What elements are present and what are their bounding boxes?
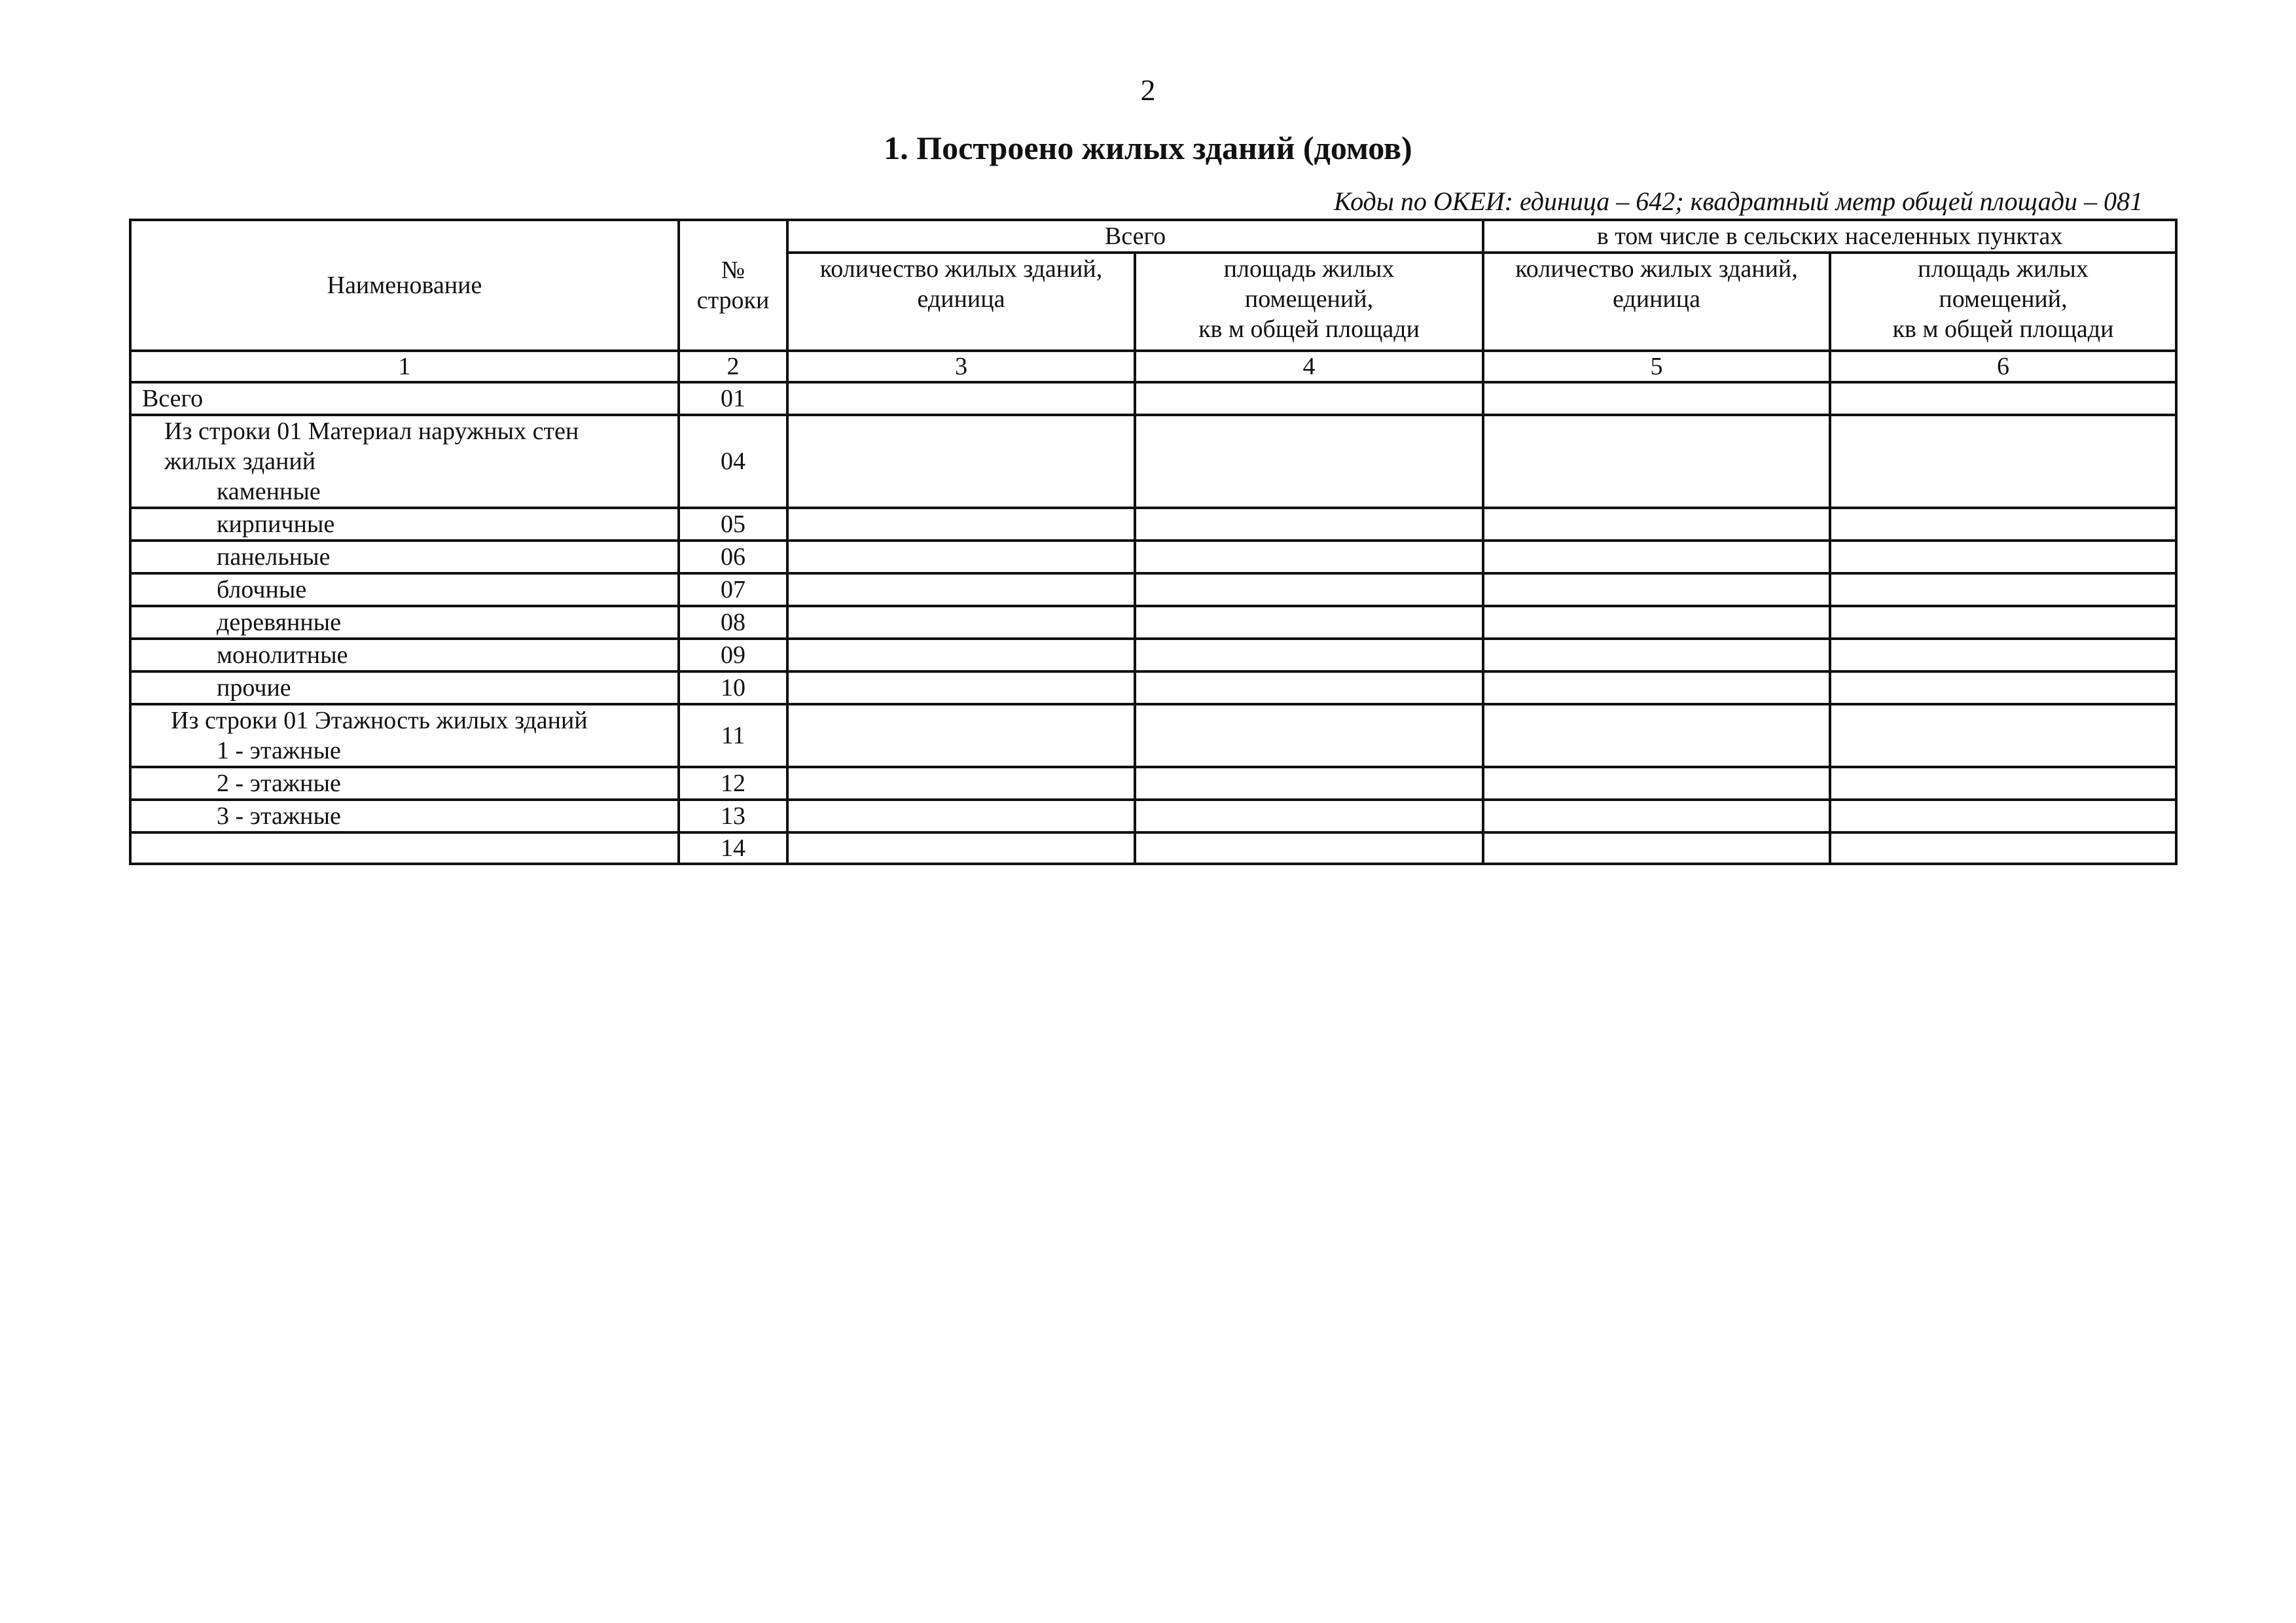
row-code: 01 bbox=[679, 382, 787, 415]
column-number: 2 bbox=[679, 351, 787, 382]
input-cell[interactable] bbox=[1135, 832, 1483, 864]
row-name bbox=[130, 415, 679, 508]
header-total: Всего bbox=[787, 220, 1483, 253]
group-heading-cont: жилых зданий bbox=[164, 448, 316, 475]
input-cell[interactable] bbox=[1135, 606, 1483, 639]
input-cell[interactable] bbox=[787, 541, 1135, 573]
row-label: 1 - этажные bbox=[217, 737, 341, 764]
row-code: 14 bbox=[679, 832, 787, 864]
input-cell[interactable] bbox=[1483, 800, 1830, 832]
group-heading: Из строки 01 Этажность жилых зданий bbox=[171, 707, 588, 734]
input-cell[interactable] bbox=[1483, 382, 1830, 415]
row-name: 3 - этажные bbox=[130, 800, 679, 832]
input-cell[interactable] bbox=[1830, 800, 2176, 832]
input-cell[interactable] bbox=[1830, 541, 2176, 573]
table-row bbox=[130, 832, 2176, 864]
row-name: кирпичные bbox=[130, 508, 679, 541]
row-code: 11 bbox=[679, 704, 787, 767]
input-cell[interactable] bbox=[1483, 541, 1830, 573]
input-cell[interactable] bbox=[1483, 573, 1830, 606]
header-area-rural bbox=[1830, 253, 2176, 351]
input-cell[interactable] bbox=[787, 767, 1135, 800]
input-cell[interactable] bbox=[1135, 639, 1483, 671]
row-name: монолитные bbox=[130, 639, 679, 671]
input-cell[interactable] bbox=[787, 415, 1135, 508]
table-row bbox=[130, 541, 2176, 573]
input-cell[interactable] bbox=[1483, 767, 1830, 800]
header-area-total-line3: кв м общей площади bbox=[1198, 315, 1420, 343]
column-number: 1 bbox=[130, 351, 679, 382]
row-code: 04 bbox=[679, 415, 787, 508]
input-cell[interactable] bbox=[1830, 832, 2176, 864]
input-cell[interactable] bbox=[1830, 704, 2176, 767]
input-cell[interactable] bbox=[787, 573, 1135, 606]
construction-form-table bbox=[129, 219, 2178, 865]
input-cell[interactable] bbox=[1483, 639, 1830, 671]
header-row-number: № строки bbox=[679, 220, 787, 351]
row-name-blank[interactable] bbox=[130, 832, 679, 864]
input-cell[interactable] bbox=[1830, 382, 2176, 415]
input-cell[interactable] bbox=[1483, 415, 1830, 508]
row-name: прочие bbox=[130, 671, 679, 704]
input-cell[interactable] bbox=[1135, 541, 1483, 573]
input-cell[interactable] bbox=[1483, 671, 1830, 704]
row-name bbox=[130, 704, 679, 767]
table-row bbox=[130, 639, 2176, 671]
table-row bbox=[130, 767, 2176, 800]
row-code: 10 bbox=[679, 671, 787, 704]
input-cell[interactable] bbox=[787, 704, 1135, 767]
input-cell[interactable] bbox=[1135, 767, 1483, 800]
input-cell[interactable] bbox=[787, 606, 1135, 639]
table-row bbox=[130, 800, 2176, 832]
header-area-rural-line2: помещений, bbox=[1939, 285, 2068, 313]
row-label: каменные bbox=[217, 478, 321, 505]
row-code: 05 bbox=[679, 508, 787, 541]
group-heading: Из строки 01 Материал наружных стен bbox=[164, 418, 579, 445]
input-cell[interactable] bbox=[1830, 508, 2176, 541]
header-row-groups bbox=[130, 220, 2176, 253]
column-number: 6 bbox=[1830, 351, 2176, 382]
table-row bbox=[130, 704, 2176, 767]
input-cell[interactable] bbox=[1135, 671, 1483, 704]
row-code: 13 bbox=[679, 800, 787, 832]
header-rural: в том числе в сельских населенных пунктах bbox=[1483, 220, 2176, 253]
input-cell[interactable] bbox=[1483, 508, 1830, 541]
input-cell[interactable] bbox=[1135, 800, 1483, 832]
table-row bbox=[130, 508, 2176, 541]
input-cell[interactable] bbox=[1135, 415, 1483, 508]
table-row bbox=[130, 382, 2176, 415]
table-row bbox=[130, 606, 2176, 639]
input-cell[interactable] bbox=[1830, 671, 2176, 704]
header-area-rural-line3: кв м общей площади bbox=[1892, 315, 2114, 343]
row-code: 07 bbox=[679, 573, 787, 606]
column-number: 3 bbox=[787, 351, 1135, 382]
input-cell[interactable] bbox=[787, 671, 1135, 704]
input-cell[interactable] bbox=[1830, 415, 2176, 508]
header-area-total-line2: помещений, bbox=[1244, 285, 1374, 313]
page-title: 1. Построено жилых зданий (домов) bbox=[884, 130, 1412, 166]
row-name: 2 - этажные bbox=[130, 767, 679, 800]
row-code: 08 bbox=[679, 606, 787, 639]
row-name: панельные bbox=[130, 541, 679, 573]
table-row bbox=[130, 671, 2176, 704]
column-number: 4 bbox=[1135, 351, 1483, 382]
input-cell[interactable] bbox=[1135, 508, 1483, 541]
row-code: 06 bbox=[679, 541, 787, 573]
input-cell[interactable] bbox=[787, 800, 1135, 832]
input-cell[interactable] bbox=[1135, 382, 1483, 415]
input-cell[interactable] bbox=[1135, 573, 1483, 606]
input-cell[interactable] bbox=[787, 832, 1135, 864]
input-cell[interactable] bbox=[1483, 704, 1830, 767]
header-name: Наименование bbox=[130, 220, 679, 351]
row-code: 09 bbox=[679, 639, 787, 671]
input-cell[interactable] bbox=[1830, 767, 2176, 800]
page-number: 2 bbox=[1140, 73, 1156, 107]
input-cell[interactable] bbox=[1830, 639, 2176, 671]
row-code: 12 bbox=[679, 767, 787, 800]
okei-codes-note: Коды по ОКЕИ: единица – 642; квадратный метр общей площади – 081 bbox=[1334, 187, 2143, 216]
input-cell[interactable] bbox=[787, 382, 1135, 415]
table-row bbox=[130, 415, 2176, 508]
column-number: 5 bbox=[1483, 351, 1830, 382]
input-cell[interactable] bbox=[1483, 606, 1830, 639]
row-name: деревянные bbox=[130, 606, 679, 639]
input-cell[interactable] bbox=[1135, 704, 1483, 767]
input-cell[interactable] bbox=[787, 639, 1135, 671]
header-area-rural-line1: площадь жилых bbox=[1918, 255, 2089, 283]
input-cell[interactable] bbox=[1483, 832, 1830, 864]
header-count-total: количество жилых зданий, единица bbox=[787, 253, 1135, 351]
input-cell[interactable] bbox=[1830, 606, 2176, 639]
header-area-total-line1: площадь жилых bbox=[1223, 255, 1395, 283]
header-area-total bbox=[1135, 253, 1483, 351]
header-count-rural: количество жилых зданий, единица bbox=[1483, 253, 1830, 351]
column-numbers-row bbox=[130, 351, 2176, 382]
row-name: Всего bbox=[130, 382, 679, 415]
input-cell[interactable] bbox=[787, 508, 1135, 541]
table-row bbox=[130, 573, 2176, 606]
input-cell[interactable] bbox=[1830, 573, 2176, 606]
row-name: блочные bbox=[130, 573, 679, 606]
